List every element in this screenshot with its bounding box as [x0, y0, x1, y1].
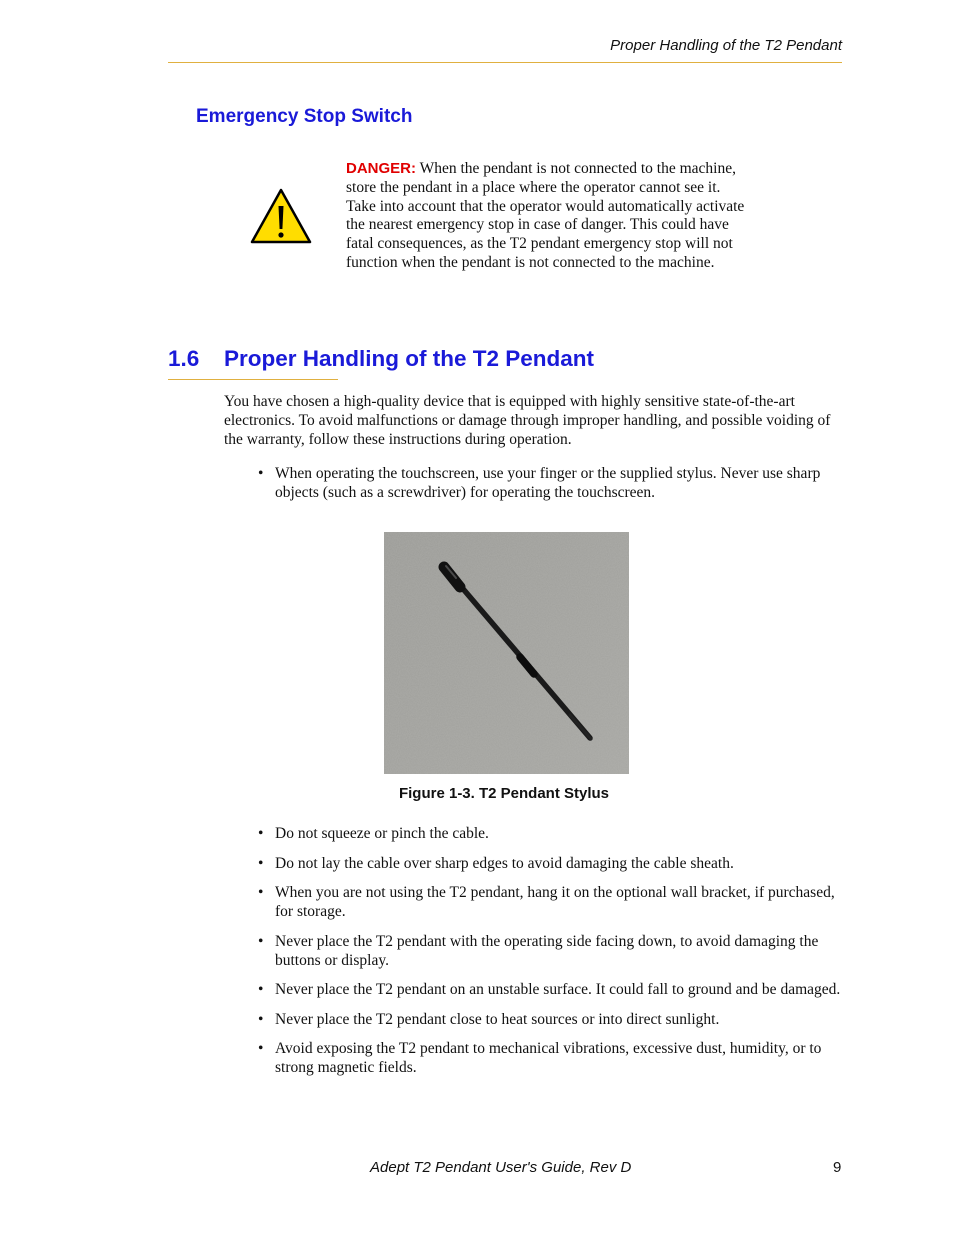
section-title: Proper Handling of the T2 Pendant: [224, 346, 595, 371]
list-item: [258, 980, 844, 999]
bullet-glyph: •: [258, 1010, 264, 1028]
list-item-text: Do not squeeze or pinch the cable.: [275, 825, 489, 842]
list-item-text: Never place the T2 pendant with the operating side facing down, to avoid damaging the buttons or display.: [275, 932, 819, 969]
running-footer: Adept T2 Pendant User's Guide, Rev D: [370, 1159, 632, 1176]
bullet-glyph: •: [258, 854, 264, 872]
list-item: [258, 1039, 844, 1077]
danger-text: When the pendant is not connected to the machine, store the pendant in a place where the operator cannot see it. Take into account that the operator would automatically activate the nearest emergency stop in case of danger. This could have fatal consequences, as the T2 pendant emergency stop will not function when the pendant is not connected to the machine.: [346, 160, 745, 271]
page-number: 9: [833, 1159, 842, 1176]
bullet-glyph: •: [258, 932, 264, 950]
emergency-stop-heading: Emergency Stop Switch: [196, 106, 413, 127]
danger-label: DANGER:: [346, 160, 416, 177]
danger-notice: [346, 160, 746, 273]
bullet-glyph: •: [258, 465, 264, 482]
section-heading-rule: [168, 379, 338, 380]
intro-paragraph: You have chosen a high-quality device that is equipped with highly sensitive state-of-the-art electronics. To avoid malfunctions or damage through improper handling, and possible voiding of the warranty, follow these instructions during operation.: [224, 393, 831, 448]
bullet-glyph: •: [258, 1040, 264, 1057]
list-item: [258, 824, 844, 843]
bullet-glyph: •: [258, 981, 264, 998]
list-item-text: Never place the T2 pendant close to heat sources or into direct sunlight.: [275, 1010, 720, 1028]
bullet-glyph: •: [258, 825, 264, 842]
section-number: 1.6: [168, 346, 200, 371]
list-item: [258, 854, 844, 873]
list-item-text: Avoid exposing the T2 pendant to mechanical vibrations, excessive dust, humidity, or to strong magnetic fields.: [275, 1040, 822, 1076]
list-item: [258, 883, 844, 921]
list-item: [258, 464, 844, 502]
list-item-text: When operating the touchscreen, use your finger or the supplied stylus. Never use sharp objects (such as a screwdriver) for operating the touchscreen.: [275, 465, 821, 501]
section-heading: [168, 346, 594, 372]
running-header: Proper Handling of the T2 Pendant: [610, 37, 842, 54]
stylus-photo: [384, 532, 629, 774]
list-item-text: When you are not using the T2 pendant, hang it on the optional wall bracket, if purchased, for storage.: [275, 884, 835, 920]
bullet-glyph: •: [258, 884, 264, 901]
warning-triangle-icon: [250, 188, 312, 244]
figure-caption: Figure 1-3. T2 Pendant Stylus: [398, 785, 610, 802]
bullet-list-top: [258, 464, 844, 513]
header-rule: [168, 62, 842, 63]
list-item-text: Never place the T2 pendant on an unstable surface. It could fall to ground and be damaged.: [275, 981, 841, 998]
list-item: [258, 932, 844, 970]
list-item: [258, 1010, 844, 1029]
list-item-text: Do not lay the cable over sharp edges to avoid damaging the cable sheath.: [275, 854, 734, 872]
bullet-list-bottom: [258, 824, 844, 1088]
